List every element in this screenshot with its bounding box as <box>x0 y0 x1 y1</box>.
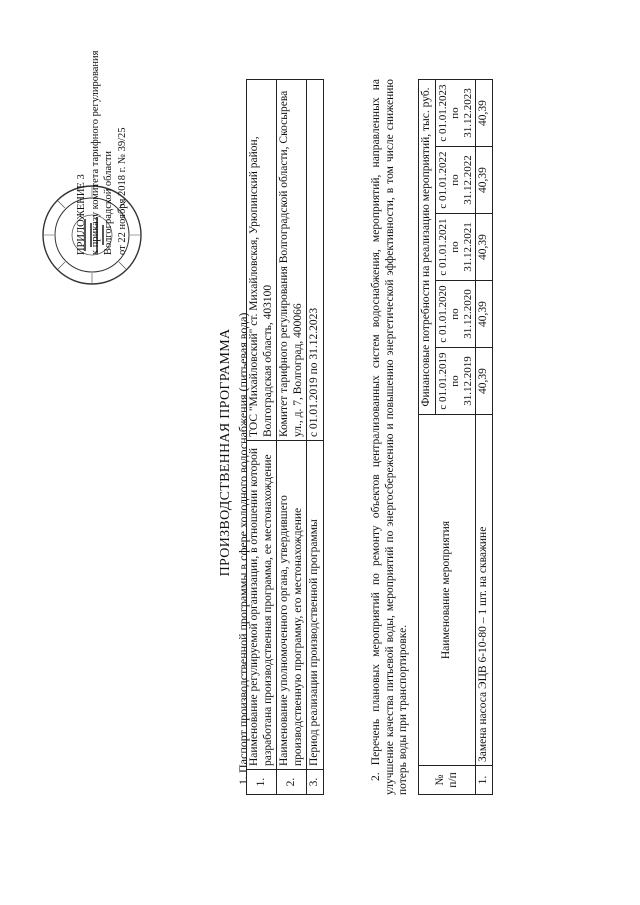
period-header: с 01.01.2022 по 31.12.2022 <box>435 147 476 214</box>
period-value: 40,39 <box>476 80 493 147</box>
appendix-title: ПРИЛОЖЕНИЕ 3 <box>76 174 87 255</box>
section1-heading: 1. Паспорт производственной программы в сфере холодного водоснабжения (питьевая вода) <box>236 312 250 785</box>
row-label: Наименование регулируемой организации, в отношении которой разработана производственная программа, ее местонахождение <box>247 441 277 770</box>
appendix-order: к приказу комитета тарифного регулирования <box>89 50 101 255</box>
section2-text <box>370 79 411 795</box>
appendix-region: Волгоградской области <box>103 150 114 255</box>
col-finance-header: Финансовые потребности на реализацию мероприятий, тыс. руб. <box>419 80 436 415</box>
measure-name: Замена насоса ЭЦВ 6-10-80 – 1 шт. на скважине <box>476 415 493 766</box>
row-number: 2. <box>277 770 307 795</box>
col-name-header: Наименование мероприятия <box>419 415 476 766</box>
passport-table <box>246 79 324 795</box>
row-value: с 01.01.2019 по 31.12.2023 <box>307 80 324 441</box>
period-value: 40,39 <box>476 147 493 214</box>
period-header: с 01.01.2020 по 31.12.2020 <box>435 281 476 348</box>
row-number: 1. <box>476 766 493 795</box>
period-value: 40,39 <box>476 348 493 415</box>
table-row <box>307 80 324 795</box>
row-label: Наименование уполномоченного органа, утвердившего производственную программу, его местонахождение <box>277 441 307 770</box>
period-header: с 01.01.2023 по 31.12.2023 <box>435 80 476 147</box>
period-value: 40,39 <box>476 281 493 348</box>
col-number-header: № п/п <box>419 766 476 795</box>
table-row <box>247 80 277 795</box>
table-row <box>476 80 493 795</box>
measures-table <box>418 79 493 795</box>
period-header: с 01.01.2021 по 31.12.2021 <box>435 214 476 281</box>
appendix-block <box>75 50 129 255</box>
period-header: с 01.01.2019 по 31.12.2019 <box>435 348 476 415</box>
row-label: Период реализации производственной программы <box>307 441 324 770</box>
row-number: 3. <box>307 770 324 795</box>
appendix-date: от 22 ноября 2018 г. № 39/25 <box>116 127 128 255</box>
table-header-row <box>419 80 436 795</box>
period-value: 40,39 <box>476 214 493 281</box>
row-value: Комитет тарифного регулирования Волгоградской области, Скосырева ул., д. 7, Волгоград, 400066 <box>277 80 307 441</box>
page-title: ПРОИЗВОДСТВЕННАЯ ПРОГРАММА <box>218 328 233 577</box>
table-row <box>277 80 307 795</box>
section2-paragraph: 2. Перечень плановых мероприятий по ремонту объектов централизованных систем водоснабжения, мероприятий, направленных на улучшение качества питьевой воды, мероприятий по энергосбережению и повышению энергетической эффективности, в том числе снижению потерь воды при транспортировке. <box>370 79 409 795</box>
row-value: ТОС "Михайловский" ст. Михайловская, Урюпинский район, Волгоградская область, 403100 <box>247 80 277 441</box>
row-number: 1. <box>247 770 277 795</box>
